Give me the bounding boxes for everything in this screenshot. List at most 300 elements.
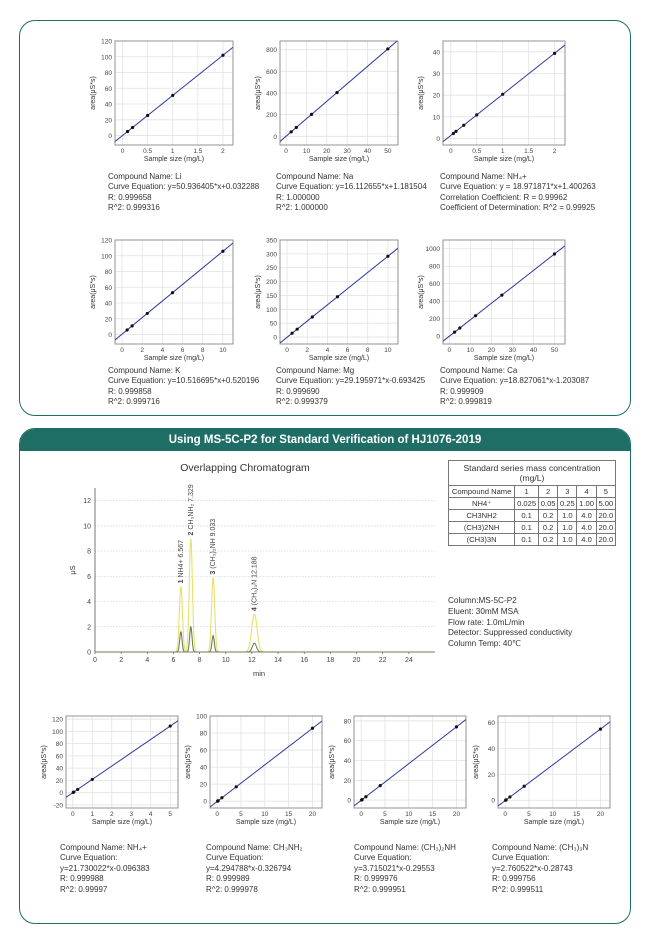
data-point bbox=[311, 315, 314, 318]
y-tick-label: 40 bbox=[104, 300, 112, 308]
y-tick-label: 100 bbox=[101, 253, 112, 261]
x-tick-label: 3 bbox=[129, 811, 134, 818]
data-point bbox=[553, 252, 556, 255]
x-tick-label: 15 bbox=[429, 811, 437, 818]
x-axis-label: min bbox=[252, 669, 266, 678]
std-header-cell: Compound Name bbox=[449, 486, 515, 498]
caption-line: y=2.760522*x-0.28743 bbox=[492, 863, 573, 873]
data-point bbox=[386, 255, 389, 258]
x-tick-label: 20 bbox=[323, 148, 331, 155]
x-tick-label: 20 bbox=[352, 657, 361, 664]
caption-line: Curve Equation: y=18.827061*x-1.203087 bbox=[440, 376, 590, 386]
x-axis-label: Sample size (mg/L) bbox=[523, 819, 585, 826]
fit-line bbox=[443, 45, 565, 142]
y-tick-label: 250 bbox=[266, 265, 277, 273]
x-tick-label: 20 bbox=[308, 811, 317, 818]
caption-line: Compound Name: NH₄+ bbox=[60, 843, 147, 852]
data-point bbox=[452, 132, 455, 135]
std-header-cell: 3 bbox=[558, 486, 577, 498]
data-point bbox=[221, 54, 224, 57]
caption-line: R: 1.000000 bbox=[276, 192, 320, 202]
y-tick-label: 12 bbox=[83, 498, 91, 506]
caption-line: R^2: 0.999716 bbox=[108, 397, 160, 407]
std-table-cell: 4.0 bbox=[577, 510, 596, 522]
caption-line: y=21.730022*x-0.096383 bbox=[60, 863, 150, 873]
std-table-cell: 4.0 bbox=[577, 522, 596, 534]
condition-line: Flow rate: 1.0mL/min bbox=[448, 617, 525, 627]
std-table-cell: 0.2 bbox=[539, 522, 558, 534]
x-tick-label: 1.5 bbox=[524, 148, 534, 155]
calibration-chart bbox=[90, 39, 233, 164]
y-tick-label: 30 bbox=[432, 71, 440, 78]
std-table-cell: 1.0 bbox=[558, 522, 577, 534]
plot-frame bbox=[498, 716, 610, 808]
std-table-cell: 0.2 bbox=[539, 510, 558, 522]
chromatogram bbox=[68, 484, 435, 678]
calibration-chart bbox=[255, 40, 398, 163]
data-point bbox=[72, 790, 75, 793]
y-tick-label: -20 bbox=[53, 802, 63, 810]
x-tick-label: 10 bbox=[221, 657, 230, 664]
x-tick-label: 1.5 bbox=[193, 148, 203, 155]
std-table-row bbox=[449, 498, 616, 510]
x-tick-label: 0 bbox=[503, 811, 507, 818]
x-tick-label: 2 bbox=[140, 347, 145, 354]
calibration-chart bbox=[90, 238, 233, 363]
calibration-chart bbox=[329, 716, 466, 826]
peak-text: NH4+ 6.567 bbox=[177, 539, 185, 578]
data-point bbox=[295, 126, 298, 129]
data-point bbox=[76, 788, 79, 791]
x-tick-label: 20 bbox=[452, 811, 461, 818]
fit-line bbox=[354, 720, 466, 806]
x-tick-label: 40 bbox=[363, 148, 372, 155]
x-tick-label: 40 bbox=[529, 347, 538, 354]
y-tick-label: 40 bbox=[343, 758, 351, 766]
curve-caption bbox=[60, 843, 150, 895]
data-point bbox=[131, 126, 134, 129]
calibration-chart bbox=[418, 41, 565, 163]
x-tick-label: 2 bbox=[305, 347, 310, 354]
peak-label bbox=[178, 540, 185, 584]
x-tick-label: 4 bbox=[160, 347, 165, 354]
data-point bbox=[146, 312, 149, 315]
x-tick-label: 30 bbox=[508, 347, 517, 354]
caption-line: Curve Equation: bbox=[354, 853, 412, 863]
x-tick-label: 2 bbox=[552, 148, 557, 155]
y-tick-label: 60 bbox=[487, 719, 495, 727]
y-tick-label: 40 bbox=[104, 101, 112, 109]
curve-caption bbox=[108, 172, 259, 214]
y-tick-label: 40 bbox=[432, 49, 440, 57]
y-tick-label: 400 bbox=[429, 298, 440, 306]
y-tick-label: 0 bbox=[273, 133, 277, 141]
std-table-cell: 20.0 bbox=[596, 522, 615, 534]
caption-line: Curve Equation: y = 18.971871*x+1.400263 bbox=[440, 182, 596, 192]
y-axis-label: area(μS*s) bbox=[255, 275, 262, 309]
x-tick-label: 4 bbox=[145, 657, 150, 664]
x-tick-label: 50 bbox=[384, 148, 392, 155]
data-point bbox=[131, 324, 134, 327]
y-tick-label: 120 bbox=[52, 716, 63, 724]
caption-line: Compound Name: Mg bbox=[276, 366, 355, 375]
x-axis-label: Sample size (mg/L) bbox=[473, 156, 535, 163]
x-axis-label: Sample size (mg/L) bbox=[473, 355, 535, 362]
caption-line: Compound Name: K bbox=[108, 366, 181, 375]
peak-label bbox=[188, 484, 195, 535]
y-tick-label: 200 bbox=[429, 316, 440, 324]
caption-line: R: 0.999989 bbox=[206, 874, 250, 884]
y-tick-label: 20 bbox=[104, 316, 112, 324]
std-table-cell: 5.00 bbox=[596, 498, 615, 510]
x-tick-label: 6 bbox=[180, 347, 185, 354]
x-tick-label: 0.5 bbox=[143, 148, 153, 155]
plot-frame bbox=[354, 716, 466, 808]
chromatogram-trace bbox=[95, 539, 435, 652]
x-tick-label: 0 bbox=[284, 148, 288, 155]
peak-text: (CH₃)₃N 12.188 bbox=[251, 556, 259, 606]
x-tick-label: 10 bbox=[219, 347, 227, 354]
data-point bbox=[91, 778, 94, 781]
std-table-title: Standard series mass concentration (mg/L) bbox=[449, 461, 616, 486]
x-tick-label: 1 bbox=[90, 811, 95, 818]
x-tick-label: 0 bbox=[120, 347, 124, 354]
x-tick-label: 14 bbox=[274, 657, 282, 664]
std-header-cell: 5 bbox=[596, 486, 615, 498]
condition-line: Column:MS-5C-P2 bbox=[448, 596, 517, 605]
x-tick-label: 0 bbox=[71, 811, 75, 818]
y-tick-label: 80 bbox=[104, 269, 112, 277]
x-tick-label: 8 bbox=[197, 657, 202, 664]
x-axis-label: Sample size (mg/L) bbox=[308, 156, 370, 163]
y-tick-label: 1000 bbox=[425, 246, 440, 254]
data-point bbox=[500, 294, 503, 297]
x-tick-label: 5 bbox=[168, 811, 173, 818]
x-tick-label: 10 bbox=[549, 811, 557, 818]
y-tick-label: 600 bbox=[266, 68, 277, 76]
x-tick-label: 0.5 bbox=[472, 148, 482, 155]
x-tick-label: 16 bbox=[300, 657, 309, 664]
caption-line: R: 0.999756 bbox=[492, 874, 536, 884]
caption-line: Curve Equation: y=29.195971*x-0.693425 bbox=[276, 376, 426, 386]
x-tick-label: 6 bbox=[171, 657, 176, 664]
std-header-cell: 1 bbox=[515, 486, 539, 498]
x-axis-label: Sample size (mg/L) bbox=[308, 355, 370, 362]
curve-caption bbox=[276, 366, 425, 408]
y-tick-label: 100 bbox=[266, 306, 277, 314]
peak-number: 3 bbox=[210, 568, 218, 575]
std-header-cell: 4 bbox=[577, 486, 596, 498]
caption-line: R^2: 0.99997 bbox=[60, 884, 108, 894]
y-tick-label: 60 bbox=[104, 85, 112, 93]
data-point bbox=[523, 785, 526, 788]
x-tick-label: 4 bbox=[325, 347, 330, 354]
data-point bbox=[291, 332, 294, 335]
data-point bbox=[171, 94, 174, 97]
y-tick-label: 350 bbox=[266, 237, 277, 245]
fit-line bbox=[280, 40, 398, 141]
peak-label bbox=[210, 519, 217, 575]
calibration-chart bbox=[185, 714, 322, 827]
x-tick-label: 4 bbox=[148, 811, 153, 818]
fit-line bbox=[498, 722, 610, 806]
y-tick-label: 0 bbox=[436, 136, 440, 143]
data-point bbox=[336, 295, 339, 298]
caption-line: Curve Equation: bbox=[492, 853, 550, 863]
data-point bbox=[235, 785, 238, 788]
x-tick-label: 8 bbox=[365, 347, 370, 354]
y-tick-label: 20 bbox=[104, 117, 112, 125]
data-point bbox=[553, 52, 556, 55]
y-tick-label: 600 bbox=[429, 281, 440, 289]
y-axis-label: area(μS*s) bbox=[185, 745, 192, 779]
x-tick-label: 5 bbox=[383, 811, 387, 818]
caption-line: Compound Name: Ca bbox=[440, 366, 518, 375]
std-table-row bbox=[449, 534, 616, 546]
y-tick-label: 40 bbox=[487, 745, 495, 753]
data-point bbox=[458, 326, 461, 329]
data-point bbox=[599, 727, 602, 730]
x-tick-label: 0 bbox=[448, 148, 453, 155]
x-tick-label: 0 bbox=[285, 347, 289, 354]
data-point bbox=[474, 314, 477, 317]
caption-line: R: 0.999658 bbox=[108, 192, 152, 202]
y-tick-label: 0 bbox=[108, 133, 112, 141]
peak-number: 4 bbox=[251, 605, 259, 612]
std-table-cell: 0.2 bbox=[539, 534, 558, 546]
y-tick-label: 0 bbox=[347, 797, 351, 805]
data-point bbox=[508, 795, 511, 798]
data-point bbox=[475, 113, 478, 116]
data-point bbox=[455, 725, 458, 728]
y-tick-label: 8 bbox=[87, 548, 91, 556]
std-table-cell: 0.05 bbox=[539, 498, 558, 510]
curve-caption bbox=[440, 172, 596, 214]
standard-series-table bbox=[448, 460, 616, 546]
caption-line: R: 0.999909 bbox=[440, 386, 484, 396]
condition-line: Column Temp: 40℃ bbox=[448, 639, 522, 649]
x-tick-label: 10 bbox=[384, 347, 392, 354]
data-point bbox=[296, 328, 299, 331]
y-tick-label: 200 bbox=[266, 279, 277, 287]
section-banner: Using MS-5C-P2 for Standard Verification of HJ1076-2019 bbox=[20, 429, 630, 451]
y-axis-label: area(μS*s) bbox=[90, 76, 97, 110]
y-tick-label: 150 bbox=[266, 292, 277, 300]
y-tick-label: 120 bbox=[101, 237, 112, 245]
y-tick-label: 60 bbox=[104, 284, 112, 292]
curve-caption bbox=[354, 843, 456, 895]
x-tick-label: 1 bbox=[170, 148, 175, 155]
curve-caption bbox=[276, 172, 427, 214]
fit-line bbox=[210, 721, 322, 807]
y-tick-label: 80 bbox=[104, 70, 112, 78]
y-tick-label: 2 bbox=[87, 624, 91, 632]
caption-line: Compound Name: Li bbox=[108, 172, 182, 181]
caption-line: Curve Equation: y=50.936405*x+0.032288 bbox=[108, 182, 260, 192]
caption-line: R: 0.999976 bbox=[354, 874, 398, 884]
caption-line: Curve Equation: bbox=[206, 853, 264, 863]
x-tick-label: 15 bbox=[285, 811, 293, 818]
y-tick-label: 200 bbox=[266, 112, 277, 120]
chromatogram-title: Overlapping Chromatogram bbox=[180, 462, 310, 474]
caption-line: y=3.715021*x-0.29553 bbox=[354, 863, 435, 873]
std-table-cell: 4.0 bbox=[577, 534, 596, 546]
x-tick-label: 6 bbox=[345, 347, 350, 354]
y-axis-label: area(μS*s) bbox=[41, 745, 48, 779]
y-tick-label: 80 bbox=[199, 730, 207, 738]
std-table-cell: (CH3)2NH bbox=[449, 522, 515, 534]
x-tick-label: 0 bbox=[359, 811, 363, 818]
chromatography-conditions bbox=[448, 596, 572, 650]
x-axis-label: Sample size (mg/L) bbox=[143, 156, 205, 163]
chromatogram-trace bbox=[95, 627, 435, 652]
curve-caption bbox=[108, 366, 259, 408]
data-point bbox=[386, 47, 389, 50]
y-tick-label: 100 bbox=[101, 54, 112, 62]
caption-line: R^2: 0.999951 bbox=[354, 884, 406, 894]
x-tick-label: 10 bbox=[466, 347, 474, 354]
fit-line bbox=[443, 246, 565, 341]
x-tick-label: 20 bbox=[487, 347, 495, 354]
caption-line: R^2: 0.999316 bbox=[108, 203, 160, 213]
y-axis-label: area(μS*s) bbox=[255, 76, 262, 110]
peak-label bbox=[251, 556, 258, 611]
std-table-cell: 1.00 bbox=[577, 498, 596, 510]
curve-caption bbox=[440, 366, 589, 408]
data-point bbox=[501, 93, 504, 96]
caption-line: Compound Name: NH₄+ bbox=[440, 172, 527, 181]
data-point bbox=[290, 130, 293, 133]
data-point bbox=[379, 784, 382, 787]
y-tick-label: 50 bbox=[269, 320, 277, 328]
x-tick-label: 30 bbox=[343, 148, 351, 155]
y-tick-label: 20 bbox=[55, 777, 63, 785]
peak-number: 1 bbox=[177, 577, 185, 584]
y-tick-label: 800 bbox=[429, 263, 440, 271]
x-tick-label: 12 bbox=[248, 657, 256, 664]
data-point bbox=[361, 798, 364, 801]
data-point bbox=[310, 113, 313, 116]
y-tick-label: 300 bbox=[266, 251, 277, 259]
y-axis-label: area(μS*s) bbox=[418, 275, 425, 309]
y-tick-label: 0 bbox=[203, 798, 207, 806]
x-tick-label: 10 bbox=[261, 811, 269, 818]
data-point bbox=[171, 291, 174, 294]
peak-number: 2 bbox=[187, 529, 195, 536]
std-table-cell: 1.0 bbox=[558, 510, 577, 522]
y-axis-label: area(μS*s) bbox=[90, 275, 97, 309]
curve-caption bbox=[206, 843, 303, 895]
y-tick-label: 0 bbox=[491, 797, 495, 805]
calibration-chart bbox=[255, 238, 398, 363]
caption-line: Curve Equation: bbox=[60, 853, 118, 863]
y-tick-label: 20 bbox=[199, 781, 207, 789]
caption-line: R: 0.999858 bbox=[108, 386, 152, 396]
x-tick-label: 0 bbox=[93, 657, 97, 664]
std-table-cell: 0.1 bbox=[515, 534, 539, 546]
caption-line: R: 0.999690 bbox=[276, 386, 320, 396]
y-tick-label: 60 bbox=[55, 753, 63, 761]
x-tick-label: 1 bbox=[500, 148, 505, 155]
y-tick-label: 0 bbox=[273, 334, 277, 342]
x-tick-label: 10 bbox=[405, 811, 413, 818]
calibration-chart bbox=[41, 716, 178, 826]
y-tick-label: 20 bbox=[432, 92, 440, 100]
y-tick-label: 0 bbox=[87, 649, 91, 657]
std-table-cell: 20.0 bbox=[596, 510, 615, 522]
condition-line: Eluent: 30mM MSA bbox=[448, 606, 519, 616]
caption-line: R: 0.999988 bbox=[60, 874, 104, 884]
data-point bbox=[364, 795, 367, 798]
caption-line: Compound Name: Na bbox=[276, 172, 354, 181]
std-table-cell: (CH3)3N bbox=[449, 534, 515, 546]
fit-line bbox=[66, 721, 178, 798]
plot-frame bbox=[66, 716, 178, 808]
y-tick-label: 100 bbox=[52, 728, 63, 736]
y-tick-label: 6 bbox=[87, 573, 91, 581]
data-point bbox=[220, 796, 223, 799]
x-tick-label: 0 bbox=[447, 347, 452, 354]
x-tick-label: 0 bbox=[120, 148, 125, 155]
y-axis-label: μS bbox=[68, 565, 77, 575]
data-point bbox=[221, 250, 224, 253]
caption-line: Correlation Coefficient: R = 0.99962 bbox=[440, 192, 568, 202]
y-tick-label: 40 bbox=[55, 765, 63, 773]
y-tick-label: 0 bbox=[108, 332, 112, 340]
y-tick-label: 400 bbox=[266, 90, 277, 98]
y-axis-label: area(μS*s) bbox=[418, 76, 425, 110]
caption-line: R^2: 0.999511 bbox=[492, 884, 544, 894]
data-point bbox=[311, 727, 314, 730]
calibration-chart bbox=[473, 716, 610, 826]
caption-line: Coefficient of Determination: R^2 = 0.99925 bbox=[440, 203, 596, 213]
y-tick-label: 100 bbox=[196, 713, 207, 721]
caption-line: R^2: 1.000000 bbox=[276, 203, 328, 213]
y-tick-label: 40 bbox=[199, 764, 207, 772]
data-point bbox=[462, 124, 465, 127]
data-point bbox=[126, 130, 129, 133]
x-tick-label: 2 bbox=[221, 148, 225, 155]
x-tick-label: 50 bbox=[550, 347, 559, 354]
y-axis-label: area(μS*s) bbox=[329, 745, 336, 779]
std-table-cell: 0.25 bbox=[558, 498, 577, 510]
std-table-cell: 0.025 bbox=[515, 498, 539, 510]
peak-text: CH₃NH₂ 7.329 bbox=[187, 484, 195, 530]
data-point bbox=[126, 328, 129, 331]
x-tick-label: 24 bbox=[404, 657, 413, 664]
x-tick-label: 8 bbox=[200, 347, 205, 354]
y-tick-label: 80 bbox=[343, 718, 351, 726]
x-tick-label: 15 bbox=[573, 811, 581, 818]
data-point bbox=[335, 91, 338, 94]
std-table-cell: 20.0 bbox=[596, 534, 615, 546]
std-table-cell: 1.0 bbox=[558, 534, 577, 546]
y-tick-label: 0 bbox=[436, 333, 440, 341]
y-tick-label: 20 bbox=[487, 771, 495, 779]
y-tick-label: 10 bbox=[432, 114, 440, 122]
caption-line: R^2: 0.999819 bbox=[440, 397, 492, 407]
data-point bbox=[217, 799, 220, 802]
x-tick-label: 5 bbox=[527, 811, 531, 818]
condition-line: Detector: Suppressed conductivity bbox=[448, 628, 573, 638]
std-table-row bbox=[449, 522, 616, 534]
x-tick-label: 22 bbox=[378, 657, 387, 664]
curve-caption bbox=[492, 843, 588, 895]
x-tick-label: 0 bbox=[215, 811, 219, 818]
std-table-row bbox=[449, 510, 616, 522]
std-table-cell: NH4⁺ bbox=[449, 498, 515, 510]
std-table-cell: 0.1 bbox=[515, 522, 539, 534]
